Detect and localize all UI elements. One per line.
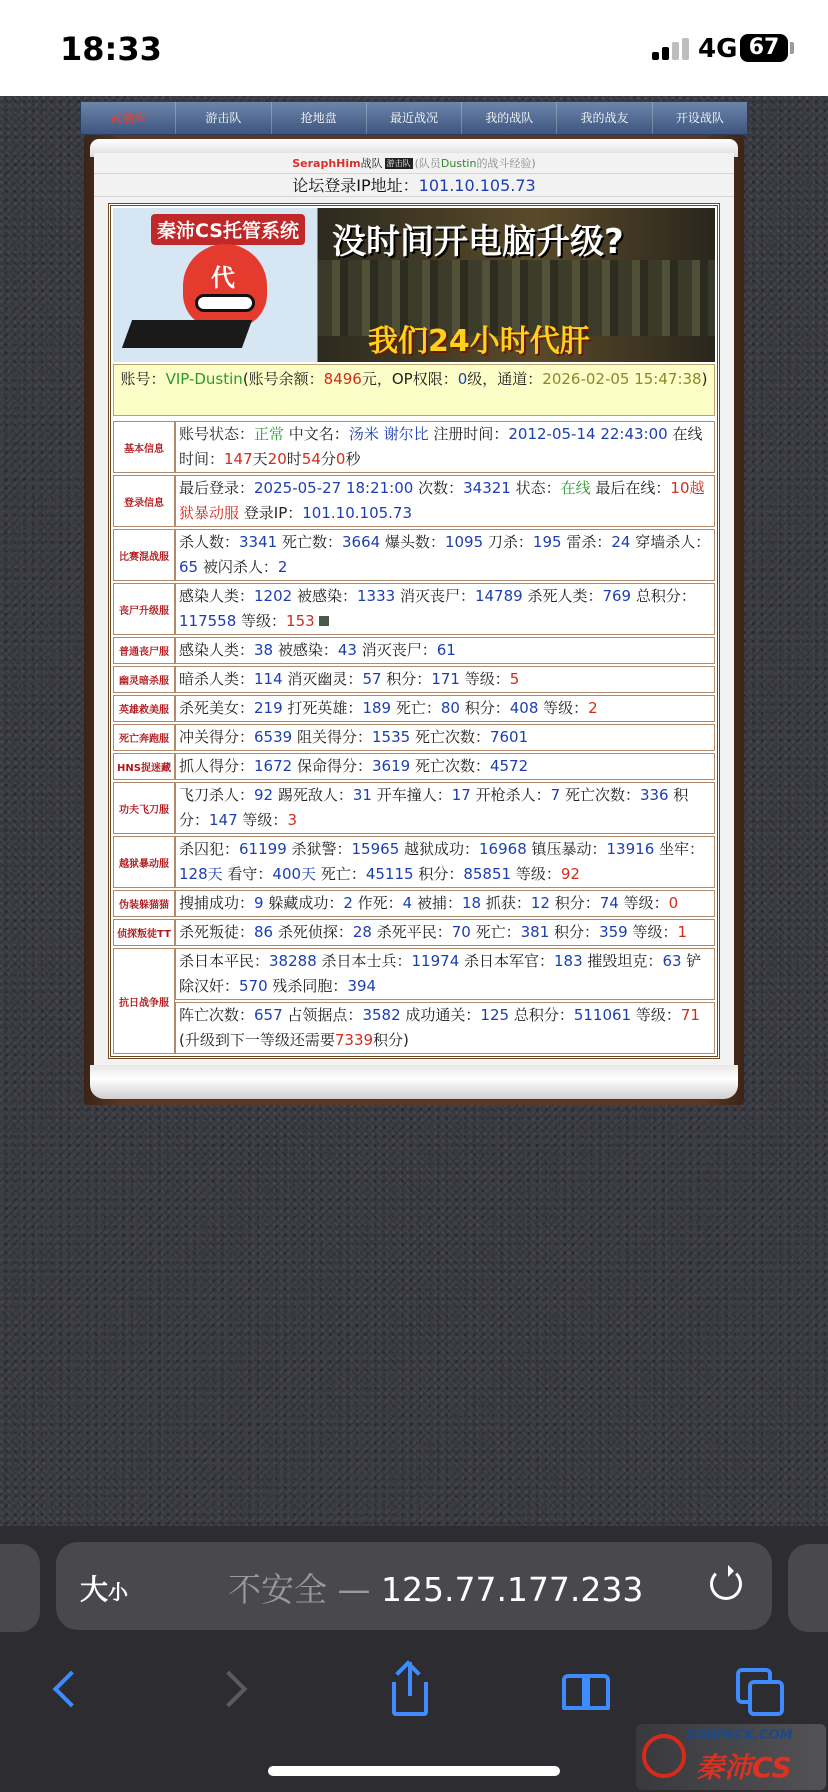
scroll-panel	[84, 135, 744, 1105]
account-line: 账号：VIP-Dustin(账号余额：8496元，OP权限：0级，通道：2026-02-05 15:47:38)	[113, 364, 715, 416]
account-name: VIP-Dustin	[165, 370, 243, 388]
row-jail: 杀囚犯：61199 杀狱警：15965 越狱成功：16968 镇压暴动：13916 坐牢：128天 看守：400天 死亡：45115 积分：85851 等级：92	[175, 836, 715, 888]
glasses-icon	[195, 294, 255, 312]
watermark-logo: SORPACK.COM 秦沛CS	[636, 1724, 826, 1790]
row-label-basic: 基本信息	[113, 421, 175, 473]
tabs-icon[interactable]	[730, 1662, 790, 1722]
table-row	[113, 421, 715, 473]
top-nav	[80, 101, 748, 135]
table-row	[113, 583, 715, 635]
row-label-jail: 越狱暴动服	[113, 836, 175, 888]
row-deathrun: 冲关得分：6539 阻关得分：1535 死亡次数：7601	[175, 724, 715, 751]
table-row	[113, 890, 715, 917]
row-kungfu: 飞刀杀人：92 踢死敌人：31 开车撞人：17 开枪杀人：7 死亡次数：336 积分：147 等级：3	[175, 782, 715, 834]
row-hero: 杀死美女：219 打死英雄：189 死亡：80 积分：408 等级：2	[175, 695, 715, 722]
table-row	[113, 637, 715, 664]
home-indicator	[268, 1766, 560, 1776]
nav-item-recent-battles[interactable]: 最近战况	[367, 102, 462, 134]
battery-cap	[790, 42, 794, 54]
battery-icon: 67	[740, 34, 788, 62]
cap-char: 代	[211, 264, 235, 292]
back-icon[interactable]	[40, 1662, 100, 1722]
ad-banner[interactable]	[113, 208, 715, 362]
channel-time: 2026-02-05 15:47:38	[542, 370, 702, 388]
banner-subtitle: 我们24小时代肝	[368, 324, 590, 359]
bookmarks-icon[interactable]	[556, 1662, 616, 1722]
row-label-hero: 英雄救美服	[113, 695, 175, 722]
paper	[94, 153, 734, 1067]
table-row	[113, 695, 715, 722]
table-row	[113, 724, 715, 751]
info-table	[113, 419, 715, 1056]
row-zombie-up: 感染人类：1202 被感染：1333 消灭丧尸：14789 杀死人类：769 总积分：117558 等级：153	[175, 583, 715, 635]
next-tab-pill[interactable]	[788, 1544, 828, 1632]
signal-icon	[652, 38, 692, 60]
row-disguise: 搜捕成功：9 躲藏成功：2 作死：4 被捕：18 抓获：12 积分：74 等级：0	[175, 890, 715, 917]
forward-icon[interactable]	[206, 1662, 266, 1722]
row-label-kungfu: 功夫飞刀服	[113, 782, 175, 834]
table-row	[113, 1002, 715, 1054]
row-label-disguise: 伪装躲猫猫	[113, 890, 175, 917]
member-name: Dustin	[440, 157, 477, 170]
banner-right	[318, 208, 715, 362]
row-zombie-normal: 感染人类：38 被感染：43 消灭丧尸：61	[175, 637, 715, 664]
row-login: 最后登录：2025-05-27 18:21:00 次数：34321 状态：在线 最后在线：10越狱暴动服 登录IP：101.10.105.73	[175, 475, 715, 527]
row-label-zombie-up: 丧尸升级服	[113, 583, 175, 635]
status-time: 18:33	[60, 30, 162, 68]
prev-tab-pill[interactable]	[0, 1544, 40, 1632]
network-type: 4G	[698, 34, 738, 64]
table-row	[113, 782, 715, 834]
op-level: 0	[457, 370, 468, 388]
not-secure-label: 不安全 —	[228, 1570, 381, 1609]
banner-right-title: 没时间开电脑升级?	[332, 222, 624, 262]
stats-box	[108, 203, 720, 1059]
nav-item-create-team[interactable]: 开设战队	[675, 111, 724, 125]
nav-item-guerrilla[interactable]: 游击队	[176, 102, 271, 134]
row-war-b: 阵亡次数：657 占领据点：3582 成功通关：125 总积分：511061 等级：71 (升级到下一等级还需要7339积分)	[175, 1002, 715, 1054]
row-ghost: 暗杀人类：114 消灭幽灵：57 积分：171 等级：5	[175, 666, 715, 693]
banner-left-title: 秦沛CS托管系统	[151, 214, 305, 245]
table-row	[113, 475, 715, 527]
address-bar[interactable]	[56, 1542, 772, 1630]
row-label-ghost: 幽灵暗杀服	[113, 666, 175, 693]
row-label-match: 比赛混战服	[113, 529, 175, 581]
table-row	[113, 666, 715, 693]
scroll-bottom-roll	[90, 1065, 738, 1099]
forum-ip-line: 论坛登录IP地址：101.10.105.73	[94, 173, 734, 197]
table-row	[113, 919, 715, 946]
row-label-war: 抗日战争服	[113, 948, 175, 1054]
row-label-hns: HNS捉迷藏	[113, 753, 175, 780]
row-label-detect: 侦探叛徒TT	[113, 919, 175, 946]
table-row	[113, 753, 715, 780]
rank-badge-icon	[319, 616, 329, 626]
forum-ip: 101.10.105.73	[418, 176, 536, 195]
row-hns: 抓人得分：1672 保命得分：3619 死亡次数：4572	[175, 753, 715, 780]
team-name[interactable]: SeraphHim	[292, 157, 361, 170]
account-balance: 8496	[323, 370, 362, 388]
nav-item-my-friends[interactable]: 我的战友	[557, 102, 652, 134]
nav-item-territory[interactable]: 抢地盘	[272, 102, 367, 134]
url-text[interactable]: 不安全 — 125.77.177.233	[228, 1570, 644, 1609]
table-row	[113, 836, 715, 888]
table-row	[113, 948, 715, 1000]
nav-item-my-team[interactable]: 我的战队	[462, 102, 557, 134]
text-size-button[interactable]: 大小	[80, 1573, 129, 1606]
row-label-zombie-normal: 普通丧尸服	[113, 637, 175, 664]
row-label-login: 登录信息	[113, 475, 175, 527]
share-icon[interactable]	[380, 1662, 440, 1722]
reload-icon[interactable]	[710, 1568, 742, 1600]
team-line: SeraphHim战队 游击队 (队员Dustin的战斗经验)	[292, 157, 536, 170]
team-badge: 游击队	[386, 159, 411, 168]
nav-item-arsenal[interactable]: 武装库	[81, 102, 176, 134]
keyboard-icon	[122, 320, 252, 348]
row-match: 杀人数：3341 死亡数：3664 爆头数：1095 刀杀：195 雷杀：24 穿墙杀人：65 被闪杀人：2	[175, 529, 715, 581]
row-basic: 账号状态：正常 中文名：汤米 谢尔比 注册时间：2012-05-14 22:43:00 在线时间：147天20时54分0秒	[175, 421, 715, 473]
status-bar	[0, 0, 828, 96]
row-war-a: 杀日本平民：38288 杀日本士兵：11974 杀日本军官：183 摧毁坦克：63 铲除汉奸：570 残杀同胞：394	[175, 948, 715, 1000]
table-row	[113, 529, 715, 581]
row-label-deathrun: 死亡奔跑服	[113, 724, 175, 751]
watermark-ring-icon	[642, 1734, 686, 1778]
row-detect: 杀死叛徒：86 杀死侦探：28 杀死平民：70 死亡：381 积分：359 等级：1	[175, 919, 715, 946]
banner-left	[113, 208, 318, 362]
